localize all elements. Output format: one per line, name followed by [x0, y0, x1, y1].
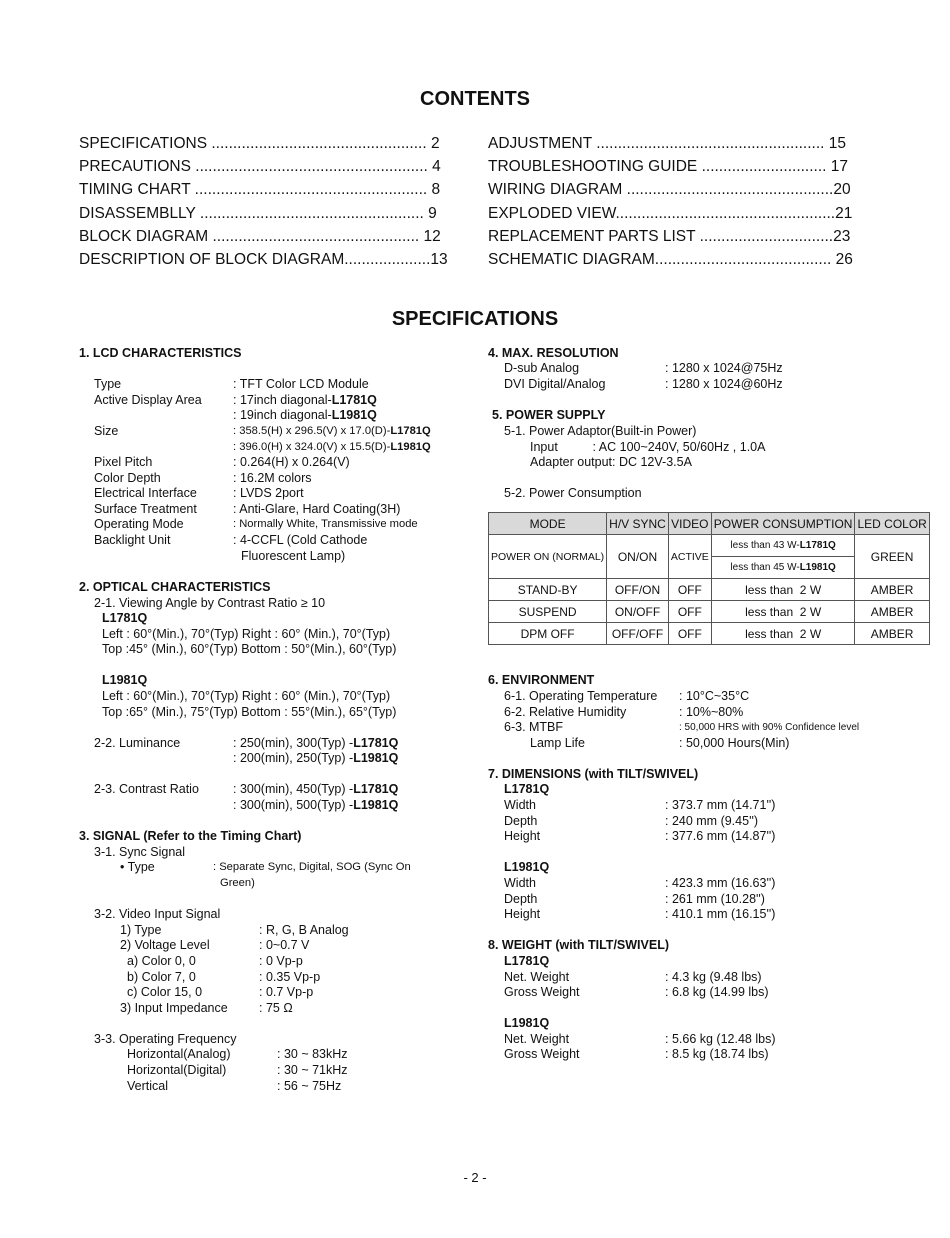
dim-m2-depth-label: Depth — [504, 892, 538, 906]
h-analog-value: : 30 ~ 83kHz — [277, 1047, 348, 1061]
lcd-mode-label: Operating Mode — [94, 517, 184, 531]
table-row — [489, 601, 930, 623]
toc-item-exploded-view[interactable]: EXPLODED VIEW...................................................21 — [488, 205, 853, 222]
dim-m2-depth-value: : 261 mm (10.28'') — [665, 892, 765, 906]
lcd-backlight-value-2: Fluorescent Lamp) — [241, 549, 346, 563]
w-m2-gross-value: : 8.5 kg (18.74 lbs) — [665, 1047, 769, 1061]
lcd-size-label: Size — [94, 424, 119, 438]
table-cell: POWER ON (NORMAL) — [489, 535, 607, 579]
table-row — [489, 535, 930, 557]
w-m2-net-label: Net. Weight — [504, 1032, 570, 1046]
lcd-depth-value: : 16.2M colors — [233, 471, 312, 485]
dvi-value: : 1280 x 1024@60Hz — [665, 377, 783, 391]
dimensions-model-2: L1981Q — [504, 860, 550, 874]
weight-model-1: L1781Q — [504, 954, 550, 968]
temperature-value: : 10°C~35°C — [679, 689, 750, 703]
table-cell: ON/ON — [607, 535, 669, 579]
sync-type-value-1: : Separate Sync, Digital, SOG (Sync On — [213, 861, 411, 873]
dsub-label: D-sub Analog — [504, 361, 580, 375]
dim-m2-height-label: Height — [504, 907, 541, 921]
signal-heading: 3. SIGNAL (Refer to the Timing Chart) — [79, 829, 302, 843]
sync-heading: 3-1. Sync Signal — [94, 845, 186, 859]
lcd-backlight-value-1: : 4-CCFL (Cold Cathode — [233, 533, 368, 547]
optical-heading: 2. OPTICAL CHARACTERISTICS — [79, 580, 271, 594]
w-m1-gross-value: : 6.8 kg (14.99 lbs) — [665, 985, 769, 999]
table-cell: less than 43 W-L1781Q — [711, 535, 855, 557]
sync-type-value-2: Green) — [220, 877, 255, 889]
toc-item-wiring-diagram[interactable]: WIRING DIAGRAM ................................................20 — [488, 181, 851, 198]
lcd-size-value-2: : 396.0(H) x 324.0(V) x 15.5(D)-L1981Q — [233, 441, 431, 453]
table-cell: OFF — [668, 579, 711, 601]
weight-model-2: L1981Q — [504, 1016, 550, 1030]
dim-m1-width-value: : 373.7 mm (14.71'') — [665, 798, 776, 812]
toc-item-precautions[interactable]: PRECAUTIONS ...................................................... 4 — [79, 158, 441, 175]
dim-m2-height-value: : 410.1 mm (16.15'') — [665, 907, 776, 921]
mtbf-value: : 50,000 HRS with 90% Confidence level — [679, 722, 860, 733]
table-cell: less than 45 W-L1981Q — [711, 557, 855, 579]
h-digital-value: : 30 ~ 71kHz — [277, 1063, 348, 1077]
dim-m1-height-label: Height — [504, 829, 541, 843]
toc-item-specifications[interactable]: SPECIFICATIONS .................................................. 2 — [79, 135, 440, 152]
lcd-surface-label: Surface Treatment — [94, 502, 197, 516]
power-consumption-heading: 5-2. Power Consumption — [504, 486, 642, 500]
toc-item-block-diagram[interactable]: BLOCK DIAGRAM ................................................ 12 — [79, 228, 441, 245]
w-m2-gross-label: Gross Weight — [504, 1047, 580, 1061]
contents-title: CONTENTS — [420, 88, 530, 110]
color15-value: : 0.7 Vp-p — [259, 985, 314, 999]
table-cell: AMBER — [855, 601, 929, 623]
lcd-mode-value: : Normally White, Transmissive mode — [233, 518, 418, 530]
h-digital-label: Horizontal(Digital) — [127, 1063, 227, 1077]
dim-m1-depth-value: : 240 mm (9.45'') — [665, 814, 758, 828]
toc-item-replacement-parts[interactable]: REPLACEMENT PARTS LIST ...............................23 — [488, 228, 851, 245]
voltage-label: 2) Voltage Level — [120, 938, 210, 952]
color0-label: a) Color 0, 0 — [127, 954, 196, 968]
color0-value: : 0 Vp-p — [259, 954, 303, 968]
table-header-cell: POWER CONSUMPTION — [711, 513, 855, 535]
environment-heading: 6. ENVIRONMENT — [488, 673, 595, 687]
w-m2-net-value: : 5.66 kg (12.48 lbs) — [665, 1032, 776, 1046]
lcd-interface-value: : LVDS 2port — [233, 486, 304, 500]
table-cell: AMBER — [855, 579, 929, 601]
specifications-title: SPECIFICATIONS — [391, 308, 559, 330]
table-row — [489, 623, 930, 645]
temperature-label: 6-1. Operating Temperature — [504, 689, 658, 703]
viewing-angle-heading: 2-1. Viewing Angle by Contrast Ratio ≥ 10 — [94, 596, 326, 610]
color7-label: b) Color 7, 0 — [127, 970, 196, 984]
toc-item-adjustment[interactable]: ADJUSTMENT ..................................................... 15 — [488, 135, 847, 152]
table-cell: STAND-BY — [489, 579, 607, 601]
contrast-value-2: : 300(min), 500(Typ) -L1981Q — [233, 798, 399, 812]
lcd-type-value: : TFT Color LCD Module — [233, 377, 369, 391]
weight-heading: 8. WEIGHT (with TILT/SWIVEL) — [488, 938, 669, 952]
impedance-value: : 75 Ω — [259, 1001, 293, 1015]
table-row — [489, 579, 930, 601]
table-cell: less than 2 W — [711, 623, 855, 645]
table-cell: ON/OFF — [607, 601, 669, 623]
power-input: Input : AC 100~240V, 50/60Hz , 1.0A — [530, 440, 766, 454]
lcd-depth-label: Color Depth — [94, 471, 161, 485]
luminance-value-1: : 250(min), 300(Typ) -L1781Q — [233, 736, 399, 750]
lcd-type-label: Type — [94, 377, 122, 391]
table-cell: GREEN — [855, 535, 929, 579]
table-cell: OFF/ON — [607, 579, 669, 601]
table-cell: OFF — [668, 601, 711, 623]
viewing-angle-m2-left: Left : 60°(Min.), 70°(Typ) Right : 60° (Min.), 70°(Typ) — [102, 689, 391, 703]
lcd-surface-value: : Anti-Glare, Hard Coating(3H) — [233, 502, 401, 516]
power-adaptor: 5-1. Power Adaptor(Built-in Power) — [504, 424, 697, 438]
lamp-life-label: Lamp Life — [530, 736, 585, 750]
resolution-heading: 4. MAX. RESOLUTION — [488, 346, 619, 360]
humidity-value: : 10%~80% — [679, 705, 744, 719]
lcd-interface-label: Electrical Interface — [94, 486, 197, 500]
power-output: Adapter output: DC 12V-3.5A — [530, 455, 692, 469]
toc-item-troubleshooting[interactable]: TROUBLESHOOTING GUIDE ............................. 17 — [488, 158, 849, 175]
dimensions-heading: 7. DIMENSIONS (with TILT/SWIVEL) — [488, 767, 699, 781]
humidity-label: 6-2. Relative Humidity — [504, 705, 627, 719]
vertical-label: Vertical — [127, 1079, 168, 1093]
sync-type-label: • Type — [120, 860, 155, 874]
table-cell: AMBER — [855, 623, 929, 645]
table-header-row — [489, 513, 930, 535]
dimensions-model-1: L1781Q — [504, 782, 550, 796]
viewing-angle-m1-top: Top :45° (Min.), 60°(Typ) Bottom : 50°(Min.), 60°(Typ) — [102, 642, 397, 656]
lcd-backlight-label: Backlight Unit — [94, 533, 171, 547]
w-m1-gross-label: Gross Weight — [504, 985, 580, 999]
vertical-value: : 56 ~ 75Hz — [277, 1079, 342, 1093]
viewing-angle-model-1: L1781Q — [102, 611, 148, 625]
dim-m1-width-label: Width — [504, 798, 536, 812]
lcd-pitch-label: Pixel Pitch — [94, 455, 153, 469]
table-header-cell: H/V SYNC — [607, 513, 669, 535]
lcd-area-value-2: : 19inch diagonal-L1981Q — [233, 408, 377, 422]
voltage-value: : 0~0.7 V — [259, 938, 310, 952]
dim-m1-height-value: : 377.6 mm (14.87'') — [665, 829, 776, 843]
video-type-label: 1) Type — [120, 923, 162, 937]
toc-item-schematic-diagram[interactable]: SCHEMATIC DIAGRAM......................................... 26 — [488, 251, 853, 268]
toc-item-block-diagram-description[interactable]: DESCRIPTION OF BLOCK DIAGRAM....................13 — [79, 251, 448, 268]
toc-item-disassembly[interactable]: DISASSEMBLLY .................................................... 9 — [79, 205, 437, 222]
video-type-value: : R, G, B Analog — [259, 923, 349, 937]
dsub-value: : 1280 x 1024@75Hz — [665, 361, 783, 375]
impedance-label: 3) Input Impedance — [120, 1001, 228, 1015]
luminance-label: 2-2. Luminance — [94, 736, 181, 750]
table-cell: DPM OFF — [489, 623, 607, 645]
toc-item-timing-chart[interactable]: TIMING CHART ...................................................... 8 — [79, 181, 441, 198]
table-cell: less than 2 W — [711, 579, 855, 601]
table-cell: ACTIVE — [668, 535, 711, 579]
contrast-label: 2-3. Contrast Ratio — [94, 782, 199, 796]
lcd-area-label: Active Display Area — [94, 393, 202, 407]
mtbf-label: 6-3. MTBF — [504, 720, 564, 734]
table-cell: OFF — [668, 623, 711, 645]
table-header-cell: LED COLOR — [855, 513, 929, 535]
viewing-angle-model-2: L1981Q — [102, 673, 148, 687]
w-m1-net-label: Net. Weight — [504, 970, 570, 984]
lcd-area-value-1: : 17inch diagonal-L1781Q — [233, 393, 377, 407]
table-header-cell: VIDEO — [668, 513, 711, 535]
dvi-label: DVI Digital/Analog — [504, 377, 606, 391]
lcd-heading: 1. LCD CHARACTERISTICS — [79, 346, 242, 360]
viewing-angle-m2-top: Top :65° (Min.), 75°(Typ) Bottom : 55°(Min.), 65°(Typ) — [102, 705, 397, 719]
luminance-value-2: : 200(min), 250(Typ) -L1981Q — [233, 751, 399, 765]
power-heading: 5. POWER SUPPLY — [492, 408, 606, 422]
frequency-heading: 3-3. Operating Frequency — [94, 1032, 237, 1046]
table-cell: SUSPEND — [489, 601, 607, 623]
contrast-value-1: : 300(min), 450(Typ) -L1781Q — [233, 782, 399, 796]
table-cell: less than 2 W — [711, 601, 855, 623]
lcd-pitch-value: : 0.264(H) x 0.264(V) — [233, 455, 350, 469]
w-m1-net-value: : 4.3 kg (9.48 lbs) — [665, 970, 762, 984]
color15-label: c) Color 15, 0 — [127, 985, 203, 999]
color7-value: : 0.35 Vp-p — [259, 970, 321, 984]
dim-m2-width-label: Width — [504, 876, 536, 890]
h-analog-label: Horizontal(Analog) — [127, 1047, 231, 1061]
dim-m1-depth-label: Depth — [504, 814, 538, 828]
page-number: - 2 - — [463, 1170, 487, 1185]
viewing-angle-m1-left: Left : 60°(Min.), 70°(Typ) Right : 60° (Min.), 70°(Typ) — [102, 627, 391, 641]
table-header-cell: MODE — [489, 513, 607, 535]
power-consumption-table — [488, 512, 930, 645]
dim-m2-width-value: : 423.3 mm (16.63'') — [665, 876, 776, 890]
video-heading: 3-2. Video Input Signal — [94, 907, 221, 921]
lcd-size-value-1: : 358.5(H) x 296.5(V) x 17.0(D)-L1781Q — [233, 425, 431, 437]
lamp-life-value: : 50,000 Hours(Min) — [679, 736, 790, 750]
table-cell: OFF/OFF — [607, 623, 669, 645]
